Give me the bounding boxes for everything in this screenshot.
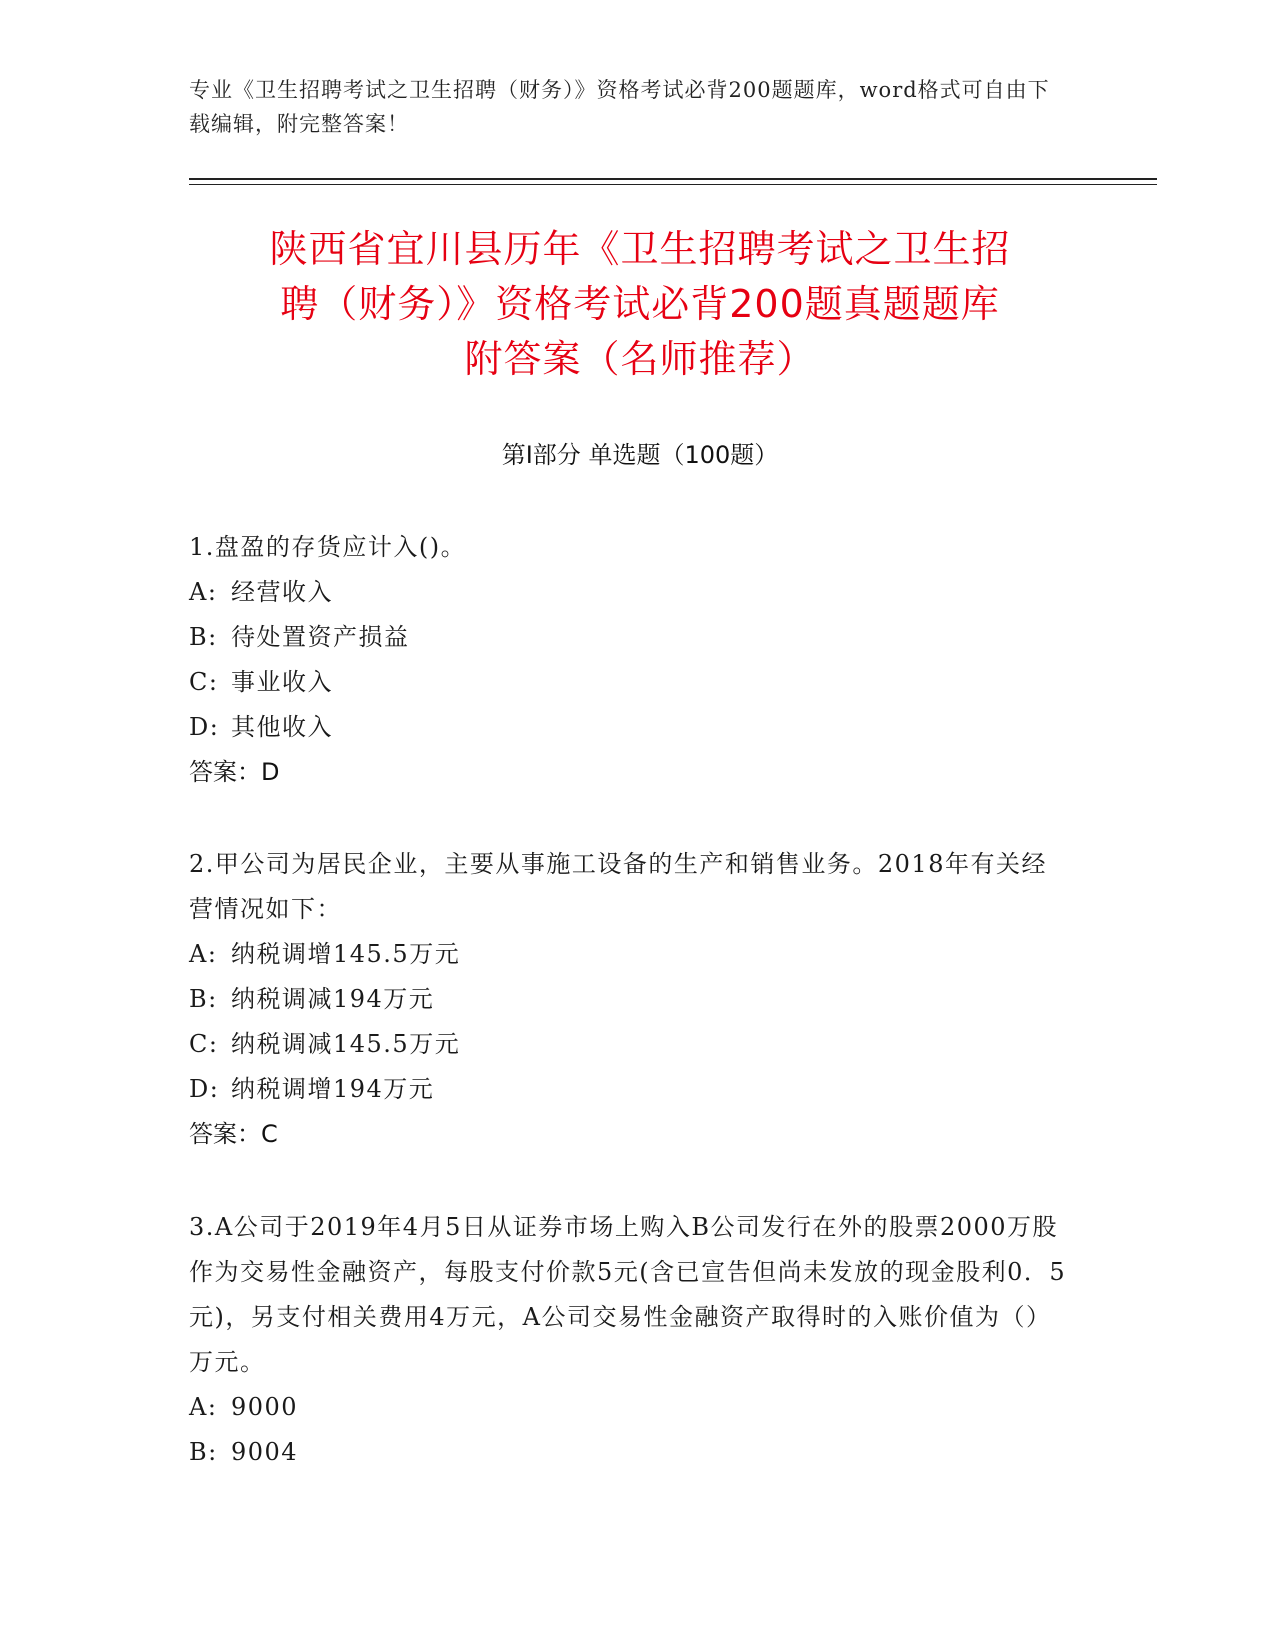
option-c [189, 660, 1069, 705]
option-letter: B: [189, 623, 218, 651]
option-text: 9004 [231, 1438, 299, 1466]
question-text: 1.盘盈的存货应计入()。 [189, 533, 467, 561]
question-3 [189, 1205, 1069, 1475]
option-letter: B: [189, 985, 218, 1013]
option-text: 纳税调增145.5万元 [231, 940, 461, 968]
option-letter: D: [189, 1075, 220, 1103]
option-letter: A: [189, 940, 218, 968]
header-rule-thick [189, 178, 1157, 180]
document-title [160, 222, 1120, 387]
question-1 [189, 525, 1069, 795]
option-c [189, 1022, 1069, 1067]
option-d [189, 705, 1069, 750]
answer: 答案：D [189, 758, 280, 786]
option-a [189, 1385, 1069, 1430]
option-a [189, 570, 1069, 615]
option-a [189, 932, 1069, 977]
answer: 答案：C [189, 1120, 278, 1148]
option-b [189, 977, 1069, 1022]
option-text: 其他收入 [231, 713, 333, 741]
option-letter: A: [189, 578, 218, 606]
option-letter: D: [189, 713, 220, 741]
title-line: 聘（财务）》资格考试必背200题真题题库 [280, 282, 1000, 326]
option-text: 事业收入 [231, 668, 333, 696]
option-letter: C: [189, 1030, 219, 1058]
option-d [189, 1067, 1069, 1112]
option-letter: C: [189, 668, 219, 696]
option-text: 9000 [231, 1393, 299, 1421]
option-b [189, 1430, 1069, 1475]
option-text: 纳税调减145.5万元 [231, 1030, 461, 1058]
option-text: 待处置资产损益 [231, 623, 410, 651]
option-text: 纳税调增194万元 [231, 1075, 435, 1103]
section-heading: 第Ⅰ部分 单选题（100题） [501, 441, 779, 469]
question-2 [189, 842, 1069, 1157]
option-letter: B: [189, 1438, 218, 1466]
question-text: 2.甲公司为居民企业，主要从事施工设备的生产和销售业务。2018年有关经营情况如下： [189, 850, 1047, 923]
question-text: 3.A公司于2019年4月5日从证券市场上购入B公司发行在外的股票2000万股作为交易性金融资产，每股支付价款5元(含已宣告但尚未发放的现金股利0．5元)，另支付相关费用4万元，A公司交易性金融资产取得时的入账价值为（）万元。 [189, 1213, 1067, 1376]
title-line: 陕西省宜川县历年《卫生招聘考试之卫生招 [269, 227, 1011, 271]
option-text: 纳税调减194万元 [231, 985, 435, 1013]
option-text: 经营收入 [231, 578, 333, 606]
option-b [189, 615, 1069, 660]
option-letter: A: [189, 1393, 218, 1421]
header-note: 专业《卫生招聘考试之卫生招聘（财务）》资格考试必背200题题库，word格式可自由下载编辑，附完整答案！ [189, 78, 1050, 136]
header-rule-thin [189, 184, 1157, 185]
title-line: 附答案（名师推荐） [464, 337, 816, 381]
